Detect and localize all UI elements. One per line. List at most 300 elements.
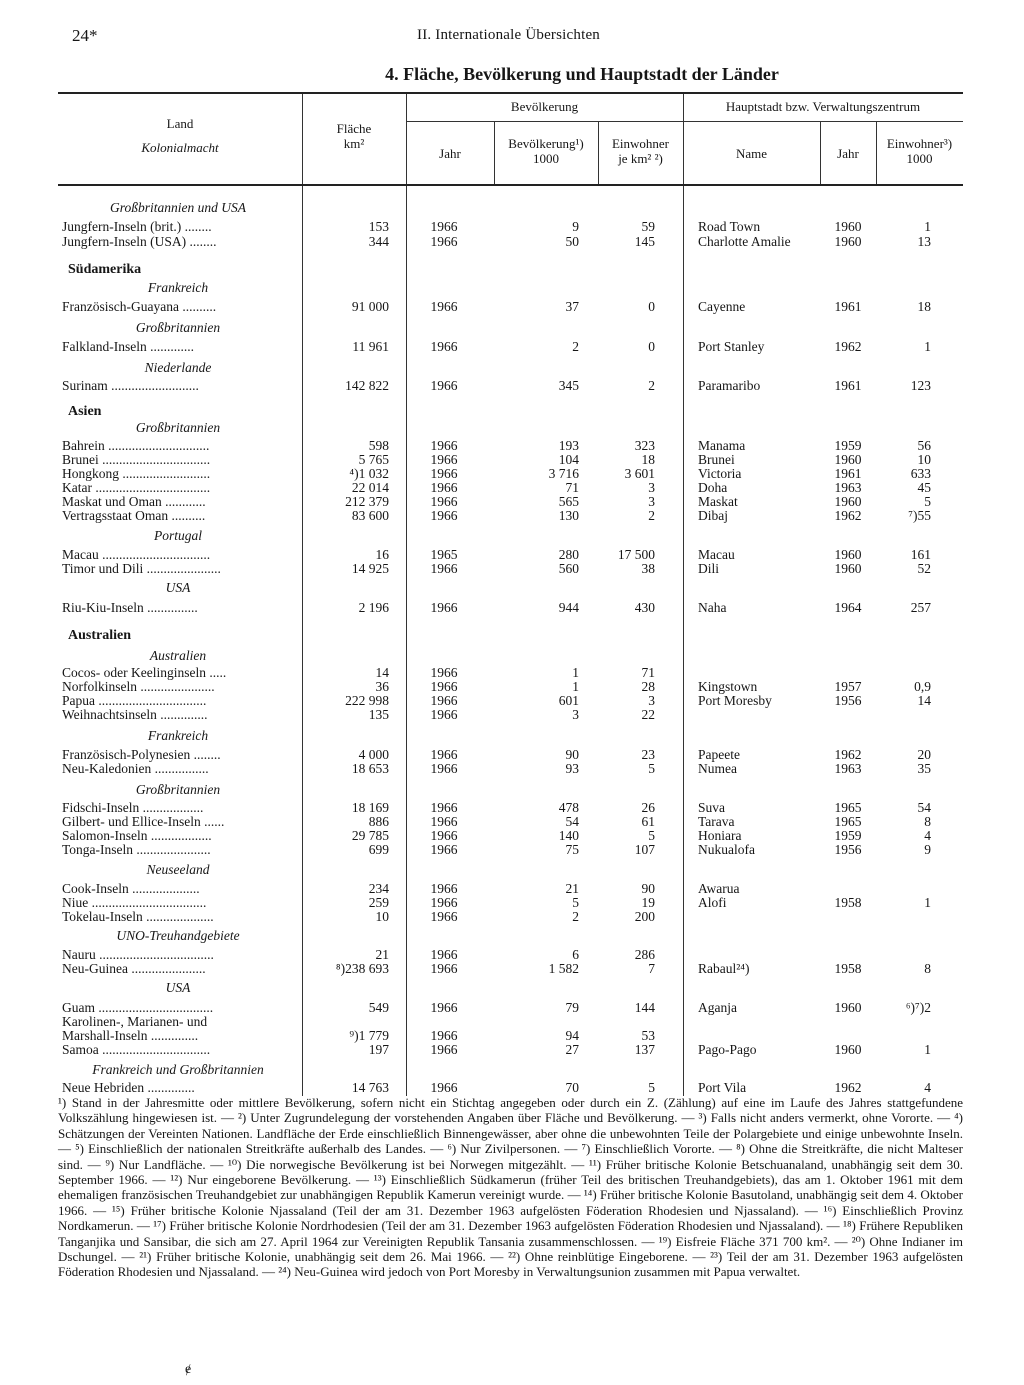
capital-name: Macau bbox=[698, 547, 735, 562]
density-value: 0 bbox=[648, 339, 655, 354]
capital-inhabitants: 4 bbox=[924, 828, 931, 843]
area-value: 699 bbox=[368, 842, 389, 857]
population-year: 1966 bbox=[430, 378, 458, 393]
population-value: 130 bbox=[558, 508, 579, 523]
colonial-power-header: USA bbox=[165, 580, 191, 595]
capital-name: Awarua bbox=[698, 881, 740, 896]
country-name: Nauru .................................. bbox=[62, 947, 214, 962]
country-name: Surinam .......................... bbox=[62, 378, 199, 393]
capital-name: Tarava bbox=[698, 814, 735, 829]
population-value: 3 716 bbox=[548, 466, 579, 481]
country-name: Gilbert- und Ellice-Inseln ...... bbox=[62, 814, 225, 829]
country-name: Tonga-Inseln ...................... bbox=[62, 842, 211, 857]
country-name: Cook-Inseln .................... bbox=[62, 881, 200, 896]
area-value: 18 169 bbox=[351, 800, 389, 815]
capital-name: Aganja bbox=[698, 1000, 737, 1015]
country-name: Katar .................................. bbox=[62, 480, 211, 495]
header-bevoelkerung: Bevölkerung bbox=[510, 99, 579, 114]
area-value: 142 822 bbox=[345, 378, 389, 393]
capital-year: 1960 bbox=[834, 561, 862, 576]
population-year: 1966 bbox=[430, 1080, 458, 1095]
density-value: 107 bbox=[634, 842, 655, 857]
capital-inhabitants: ⁶)⁷)2 bbox=[905, 1000, 931, 1015]
capital-inhabitants: 633 bbox=[910, 466, 931, 481]
density-value: 5 bbox=[648, 761, 655, 776]
table-row bbox=[58, 665, 963, 680]
area-value: 212 379 bbox=[345, 494, 389, 509]
header-hs-jahr: Jahr bbox=[837, 146, 859, 161]
capital-name: Charlotte Amalie bbox=[698, 234, 791, 249]
capital-inhabitants: 161 bbox=[910, 547, 931, 562]
area-value: 2 196 bbox=[358, 600, 389, 615]
colonial-power-header: Frankreich bbox=[147, 728, 209, 743]
capital-year: 1959 bbox=[834, 828, 862, 843]
capital-inhabitants: 14 bbox=[917, 693, 931, 708]
capital-year: 1960 bbox=[834, 219, 862, 234]
population-year: 1966 bbox=[430, 299, 458, 314]
table-row bbox=[58, 494, 963, 509]
density-value: 3 bbox=[648, 494, 655, 509]
population-year: 1966 bbox=[430, 693, 458, 708]
capital-year: 1961 bbox=[834, 466, 862, 481]
table-row bbox=[58, 881, 963, 896]
colonial-power-header: Großbritannien bbox=[135, 320, 221, 335]
density-value: 145 bbox=[634, 234, 655, 249]
population-value: 50 bbox=[565, 234, 579, 249]
table-row bbox=[58, 1028, 963, 1043]
table-row bbox=[58, 814, 963, 829]
population-value: 37 bbox=[565, 299, 579, 314]
capital-name: Dili bbox=[698, 561, 720, 576]
capital-name: Brunei bbox=[698, 452, 735, 467]
area-value: 91 000 bbox=[351, 299, 389, 314]
population-year: 1966 bbox=[430, 761, 458, 776]
capital-year: 1962 bbox=[834, 508, 862, 523]
table-row bbox=[58, 747, 963, 762]
capital-inhabitants: 18 bbox=[917, 299, 931, 314]
capital-year: 1960 bbox=[834, 452, 862, 467]
page-number: 24* bbox=[72, 26, 98, 45]
density-value: 5 bbox=[648, 828, 655, 843]
capital-inhabitants: 4 bbox=[924, 1080, 931, 1095]
colonial-power-header: Portugal bbox=[153, 528, 202, 543]
area-value: 36 bbox=[375, 679, 389, 694]
table-row bbox=[58, 842, 963, 857]
area-value: ⁴)1 032 bbox=[349, 466, 389, 481]
population-year: 1966 bbox=[430, 828, 458, 843]
header-bev-1000-b: 1000 bbox=[533, 151, 559, 166]
capital-year: 1960 bbox=[834, 1000, 862, 1015]
capital-name: Kingstown bbox=[698, 679, 758, 694]
capital-inhabitants: 257 bbox=[910, 600, 931, 615]
density-value: 200 bbox=[634, 909, 655, 924]
population-year: 1966 bbox=[430, 747, 458, 762]
population-value: 27 bbox=[565, 1042, 579, 1057]
density-value: 61 bbox=[641, 814, 655, 829]
density-value: 0 bbox=[648, 299, 655, 314]
country-name: Niue .................................. bbox=[62, 895, 207, 910]
capital-name: Port Vila bbox=[698, 1080, 747, 1095]
capital-name: Numea bbox=[698, 761, 737, 776]
capital-inhabitants: 8 bbox=[924, 814, 931, 829]
density-value: 19 bbox=[641, 895, 655, 910]
colonial-power-header: Frankreich bbox=[147, 280, 209, 295]
population-year: 1966 bbox=[430, 1028, 458, 1043]
population-value: 2 bbox=[572, 339, 579, 354]
table-row bbox=[58, 466, 963, 481]
colonial-power-header: Frankreich und Großbritannien bbox=[92, 1062, 264, 1077]
header-hs-einwohner-b: 1000 bbox=[906, 151, 933, 166]
density-value: 286 bbox=[634, 947, 655, 962]
country-name: Falkland-Inseln ............. bbox=[62, 339, 194, 354]
density-value: 90 bbox=[641, 881, 655, 896]
capital-year: 1960 bbox=[834, 494, 862, 509]
population-value: 2 bbox=[572, 909, 579, 924]
density-value: 5 bbox=[648, 1080, 655, 1095]
country-name: Neu-Guinea ...................... bbox=[62, 961, 206, 976]
capital-inhabitants: 20 bbox=[917, 747, 931, 762]
table-row bbox=[58, 508, 963, 523]
table-row bbox=[58, 895, 963, 910]
country-name: Neue Hebriden .............. bbox=[62, 1080, 195, 1095]
capital-inhabitants: 123 bbox=[910, 378, 931, 393]
capital-year: 1958 bbox=[834, 961, 862, 976]
capital-inhabitants: 1 bbox=[924, 1042, 931, 1057]
capital-inhabitants: 8 bbox=[924, 961, 931, 976]
capital-inhabitants: 45 bbox=[917, 480, 931, 495]
capital-inhabitants: 1 bbox=[924, 219, 931, 234]
colonial-power-header: Australien bbox=[149, 648, 207, 663]
area-value: 153 bbox=[368, 219, 389, 234]
country-name: Französisch-Polynesien ........ bbox=[62, 747, 221, 762]
country-name: Fidschi-Inseln .................. bbox=[62, 800, 204, 815]
table-row bbox=[58, 378, 963, 393]
area-value: 18 653 bbox=[351, 761, 389, 776]
population-value: 560 bbox=[558, 561, 579, 576]
country-name: Papua ................................ bbox=[62, 693, 207, 708]
population-value: 70 bbox=[565, 1080, 579, 1095]
area-value: 886 bbox=[368, 814, 389, 829]
population-value: 140 bbox=[558, 828, 579, 843]
population-year: 1966 bbox=[430, 600, 458, 615]
population-value: 345 bbox=[558, 378, 579, 393]
population-year: 1966 bbox=[430, 561, 458, 576]
colonial-power-header: UNO-Treuhandgebiete bbox=[116, 928, 240, 943]
capital-inhabitants: 5 bbox=[924, 494, 931, 509]
population-year: 1966 bbox=[430, 438, 458, 453]
density-value: 323 bbox=[634, 438, 655, 453]
density-value: 137 bbox=[634, 1042, 655, 1057]
population-value: 79 bbox=[565, 1000, 579, 1015]
area-value: 11 961 bbox=[352, 339, 389, 354]
capital-name: Alofi bbox=[698, 895, 727, 910]
capital-year: 1962 bbox=[834, 747, 862, 762]
capital-year: 1965 bbox=[834, 814, 862, 829]
population-year: 1966 bbox=[430, 466, 458, 481]
area-value: 16 bbox=[375, 547, 389, 562]
table-row bbox=[58, 561, 963, 576]
table-title: 4. Fläche, Bevölkerung und Hauptstadt der Länder bbox=[385, 64, 779, 84]
area-value: 5 765 bbox=[358, 452, 389, 467]
capital-year: 1957 bbox=[834, 679, 862, 694]
population-value: 6 bbox=[572, 947, 579, 962]
capital-year: 1961 bbox=[834, 299, 862, 314]
capital-name: Cayenne bbox=[698, 299, 746, 314]
population-year: 1966 bbox=[430, 1042, 458, 1057]
population-year: 1966 bbox=[430, 707, 458, 722]
capital-inhabitants: ⁷)55 bbox=[908, 508, 931, 523]
region-header: Australien bbox=[68, 628, 131, 643]
population-year: 1966 bbox=[430, 234, 458, 249]
table-row bbox=[58, 600, 963, 615]
population-year: 1966 bbox=[430, 947, 458, 962]
capital-name: Victoria bbox=[698, 466, 742, 481]
colonial-power-header: Neuseeland bbox=[146, 862, 210, 877]
capital-year: 1963 bbox=[834, 761, 862, 776]
country-name: Guam .................................. bbox=[62, 1000, 214, 1015]
table-row bbox=[58, 1014, 963, 1029]
population-year: 1966 bbox=[430, 800, 458, 815]
table-row bbox=[58, 480, 963, 495]
area-value: 10 bbox=[375, 909, 389, 924]
country-name: Salomon-Inseln .................. bbox=[62, 828, 212, 843]
capital-name: Naha bbox=[698, 600, 727, 615]
table-row bbox=[58, 1000, 963, 1015]
population-value: 75 bbox=[565, 842, 579, 857]
capital-name: Port Moresby bbox=[698, 693, 772, 708]
header-flaeche-unit: km² bbox=[343, 136, 365, 151]
population-year: 1966 bbox=[430, 480, 458, 495]
header-einwohner-km2-a: Einwohner bbox=[611, 136, 670, 151]
country-name: Riu-Kiu-Inseln ............... bbox=[62, 600, 198, 615]
capital-inhabitants: 0,9 bbox=[914, 679, 931, 694]
table-row bbox=[58, 909, 963, 924]
table-row bbox=[58, 234, 963, 249]
country-name: Timor und Dili ...................... bbox=[62, 561, 221, 576]
country-name: Jungfern-Inseln (USA) ........ bbox=[62, 234, 217, 249]
header-kolonialmacht: Kolonialmacht bbox=[141, 140, 219, 155]
capital-name: Road Town bbox=[698, 219, 761, 234]
table-row bbox=[58, 707, 963, 722]
area-value: 549 bbox=[368, 1000, 389, 1015]
capital-name: Paramaribo bbox=[698, 378, 761, 393]
capital-year: 1956 bbox=[834, 693, 862, 708]
density-value: 2 bbox=[648, 508, 655, 523]
population-year: 1966 bbox=[430, 494, 458, 509]
table-row bbox=[58, 219, 963, 234]
capital-year: 1959 bbox=[834, 438, 862, 453]
density-value: 144 bbox=[634, 1000, 655, 1015]
population-year: 1966 bbox=[430, 881, 458, 896]
header-name: Name bbox=[735, 146, 768, 161]
capital-name: Nukualofa bbox=[698, 842, 755, 857]
country-name: Maskat und Oman ............ bbox=[62, 494, 206, 509]
capital-year: 1962 bbox=[834, 339, 862, 354]
country-name: Marshall-Inseln .............. bbox=[62, 1028, 199, 1043]
density-value: 17 500 bbox=[617, 547, 655, 562]
area-value: ⁸)238 693 bbox=[335, 961, 389, 976]
density-value: 26 bbox=[641, 800, 655, 815]
table-row bbox=[58, 452, 963, 467]
table-row bbox=[58, 299, 963, 314]
population-value: 21 bbox=[565, 881, 579, 896]
density-value: 22 bbox=[641, 707, 655, 722]
population-value: 193 bbox=[558, 438, 579, 453]
header-hauptstadt: Hauptstadt bzw. Verwaltungszentrum bbox=[725, 99, 921, 114]
colonial-power-header: Großbritannien bbox=[135, 420, 221, 435]
capital-name: Dibaj bbox=[698, 508, 728, 523]
capital-inhabitants: 1 bbox=[924, 339, 931, 354]
capital-inhabitants: 35 bbox=[917, 761, 931, 776]
area-value: 135 bbox=[368, 707, 389, 722]
table-row bbox=[58, 761, 963, 776]
running-head: II. Internationale Übersichten bbox=[417, 27, 601, 43]
area-value: 598 bbox=[368, 438, 389, 453]
capital-inhabitants: 13 bbox=[917, 234, 931, 249]
population-value: 478 bbox=[558, 800, 579, 815]
population-year: 1966 bbox=[430, 339, 458, 354]
header-jahr: Jahr bbox=[439, 146, 461, 161]
population-year: 1966 bbox=[430, 508, 458, 523]
capital-name: Honiara bbox=[698, 828, 742, 843]
table-row bbox=[58, 547, 963, 562]
capital-year: 1963 bbox=[834, 480, 862, 495]
area-value: 4 000 bbox=[358, 747, 389, 762]
header-land: Land bbox=[166, 116, 194, 131]
population-value: 565 bbox=[558, 494, 579, 509]
table-row bbox=[58, 800, 963, 815]
population-value: 71 bbox=[565, 480, 579, 495]
capital-inhabitants: 9 bbox=[924, 842, 931, 857]
population-year: 1966 bbox=[430, 679, 458, 694]
area-value: 29 785 bbox=[351, 828, 389, 843]
capital-name: Doha bbox=[698, 480, 728, 495]
capital-name: Port Stanley bbox=[698, 339, 765, 354]
table-header bbox=[58, 92, 963, 186]
density-value: 28 bbox=[641, 679, 655, 694]
density-value: 3 bbox=[648, 480, 655, 495]
density-value: 7 bbox=[648, 961, 655, 976]
area-value: 222 998 bbox=[345, 693, 389, 708]
header-einwohner-km2-b: je km² ²) bbox=[618, 151, 663, 166]
capital-year: 1961 bbox=[834, 378, 862, 393]
capital-name: Pago-Pago bbox=[698, 1042, 757, 1057]
country-name: Bahrein .............................. bbox=[62, 438, 210, 453]
area-value: ⁹)1 779 bbox=[349, 1028, 389, 1043]
population-value: 1 582 bbox=[548, 961, 579, 976]
population-value: 93 bbox=[565, 761, 579, 776]
table-row bbox=[58, 679, 963, 694]
population-value: 3 bbox=[572, 707, 579, 722]
table-row bbox=[58, 438, 963, 453]
density-value: 430 bbox=[634, 600, 655, 615]
capital-year: 1962 bbox=[834, 1080, 862, 1095]
area-value: 344 bbox=[368, 234, 389, 249]
colonial-power-header: USA bbox=[165, 980, 191, 995]
area-value: 259 bbox=[368, 895, 389, 910]
density-value: 59 bbox=[641, 219, 655, 234]
capital-name: Suva bbox=[698, 800, 725, 815]
density-value: 18 bbox=[641, 452, 655, 467]
density-value: 2 bbox=[648, 378, 655, 393]
country-name: Jungfern-Inseln (brit.) ........ bbox=[62, 219, 212, 234]
table-row bbox=[58, 1080, 963, 1095]
density-value: 3 601 bbox=[624, 466, 655, 481]
population-value: 104 bbox=[558, 452, 579, 467]
population-value: 90 bbox=[565, 747, 579, 762]
header-hs-einwohner-a: Einwohner³) bbox=[886, 136, 953, 151]
capital-inhabitants: 52 bbox=[917, 561, 931, 576]
density-value: 38 bbox=[641, 561, 655, 576]
table-row bbox=[58, 339, 963, 354]
capital-year: 1960 bbox=[834, 1042, 862, 1057]
country-name: Vertragsstaat Oman .......... bbox=[62, 508, 206, 523]
country-name: Samoa ................................ bbox=[62, 1042, 211, 1057]
population-value: 1 bbox=[572, 665, 579, 680]
country-name: Brunei ................................ bbox=[62, 452, 211, 467]
country-name: Cocos- oder Keelinginseln ..... bbox=[62, 665, 227, 680]
region-header: Südamerika bbox=[68, 262, 142, 277]
population-value: 9 bbox=[572, 219, 579, 234]
population-year: 1966 bbox=[430, 909, 458, 924]
country-name: Norfolkinseln ...................... bbox=[62, 679, 215, 694]
table-row bbox=[58, 693, 963, 708]
area-value: 14 bbox=[375, 665, 389, 680]
capital-year: 1960 bbox=[834, 234, 862, 249]
area-value: 234 bbox=[368, 881, 389, 896]
density-value: 71 bbox=[641, 665, 655, 680]
area-value: 22 014 bbox=[351, 480, 389, 495]
population-year: 1966 bbox=[430, 842, 458, 857]
capital-year: 1958 bbox=[834, 895, 862, 910]
area-value: 21 bbox=[375, 947, 389, 962]
population-year: 1966 bbox=[430, 895, 458, 910]
country-name: Karolinen-, Marianen- und bbox=[62, 1014, 208, 1029]
population-value: 1 bbox=[572, 679, 579, 694]
capital-inhabitants: 1 bbox=[924, 895, 931, 910]
density-value: 23 bbox=[641, 747, 655, 762]
capital-year: 1956 bbox=[834, 842, 862, 857]
capital-inhabitants: 56 bbox=[917, 438, 931, 453]
capital-name: Papeete bbox=[698, 747, 740, 762]
population-year: 1966 bbox=[430, 219, 458, 234]
capital-name: Rabaul²⁴) bbox=[698, 961, 750, 976]
footnotes: ¹) Stand in der Jahresmitte oder mittlere Bevölkerung, sofern nicht ein Stichtag angegeben oder durch ein Z. (Zählung) auf eine im Laufe des Jahres stattgefundene Volkszählung hingewiesen ist. — ²) Unter Zugrundelegung der vorstehenden Angaben über Fläche und Bevölkerung. — ³) Falls nicht anders vermerkt, ohne Vororte. — ⁴) Schätzungen der Vereinten Nationen. Landfläche der Erde einschließlich Binnengewässer, aber ohne die unbewohnten Teile der Polargebiete und einige unbewohnte Inseln. — ⁵) Einschließlich der nationalen Streitkräfte außerhalb des Landes. — ⁶) Nur Zivilpersonen. — ⁷) Einschließlich Vororte. — ⁸) Ohne die Streitkräfte, die nicht Malteser sind. — ⁹) Nur Landfläche. — ¹⁰) Die norwegische Bevölkerung ist bei Norwegen mitgezählt. — ¹¹) Früher britische Kolonie Betschuanaland, unabhängig seit dem 30. September 1966. — ¹²) Nur eingeborene Bevölkerung. — ¹³) Einschließlich Südkamerun (früher Teil des britischen Treuhandgebiets), das am 1. Oktober 1961 mit dem ehemaligen französischen Treuhandgebiet zur unabhängigen Republik Kamerun vereinigt wurde. — ¹⁴) Früher britische Kolonie Basutoland, unabhängig seit dem 4. Oktober 1966. — ¹⁵) Früher britische Kolonie Njassaland (Teil der am 31. Dezember 1963 aufgelösten Föderation Rhodesien und Njassaland). — ¹⁶) Einschließlich Provinz Nordkamerun. — ¹⁷) Früher britische Kolonie Nordrhodesien (Teil der am 31. Dezember 1963 aufgelösten Föderation Rhodesien und Njassaland). — ¹⁸) Frühere Republiken Tanganjika und Sansibar, die sich am 27. April 1964 zur Vereinigten Republik Tansania zusammenschlossen. — ¹⁹) Eisfreie Fläche 371 700 km². — ²⁰) Ohne Indianer im Dschungel. — ²¹) Früher britische Kolonie, unabhängig seit dem 26. Mai 1966. — ²²) Ohne reinblütige Eingeborene. — ²³) Teil der am 31. Dezember 1963 aufgelösten Föderation Rhodesien und Njassaland. — ²⁴) Neu-Guinea wird jedoch von Port Moresby in Verwaltungsunion zusammen mit Papua verwaltet. bbox=[58, 1095, 963, 1280]
statistics-table bbox=[58, 92, 963, 1096]
table-row bbox=[58, 1042, 963, 1057]
country-name: Macau ................................ bbox=[62, 547, 211, 562]
area-value: 83 600 bbox=[351, 508, 389, 523]
country-name: Hongkong .......................... bbox=[62, 466, 211, 481]
table-body bbox=[58, 186, 963, 1096]
colonial-power-header: Niederlande bbox=[144, 360, 212, 375]
capital-name: Maskat bbox=[698, 494, 738, 509]
area-value: 14 925 bbox=[351, 561, 389, 576]
population-year: 1966 bbox=[430, 452, 458, 467]
population-value: 944 bbox=[558, 600, 579, 615]
country-name: Französisch-Guayana .......... bbox=[62, 299, 217, 314]
population-year: 1966 bbox=[430, 814, 458, 829]
header-bev-1000-a: Bevölkerung¹) bbox=[508, 136, 584, 151]
population-value: 54 bbox=[565, 814, 579, 829]
population-year: 1966 bbox=[430, 961, 458, 976]
capital-year: 1964 bbox=[834, 600, 862, 615]
header-flaeche: Fläche bbox=[336, 121, 372, 136]
population-year: 1966 bbox=[430, 1000, 458, 1015]
population-value: 280 bbox=[558, 547, 579, 562]
stray-mark: ɇ bbox=[185, 1362, 192, 1377]
population-value: 5 bbox=[572, 895, 579, 910]
